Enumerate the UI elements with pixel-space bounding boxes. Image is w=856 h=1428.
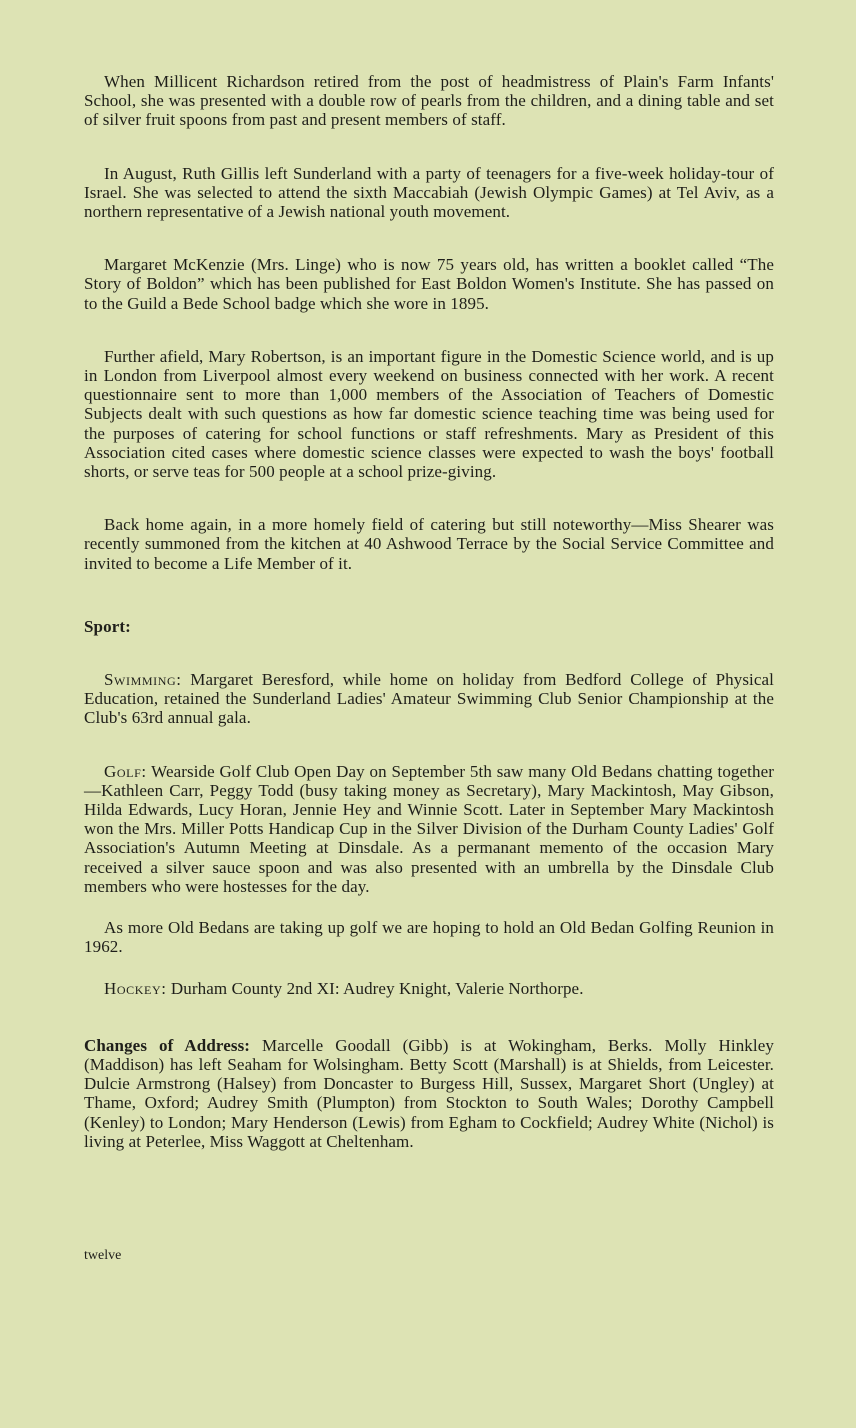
golf-paragraph: [84, 762, 774, 896]
hockey-paragraph: [84, 979, 774, 998]
hockey-label: Hockey:: [104, 978, 167, 998]
changes-text: Marcelle Goodall (Gibb) is at Wokingham, Berks. Molly Hinkley (Maddison) has left Seaham for Wolsingham. Betty Scott (Marshall) is at Shields, from Leicester. Dulcie Armstrong (Halsey) from Doncaster to Burgess Hill, Sussex, Margaret Short (Ungley) at Thame, Oxford; Audrey Smith (Plumpton) from Stockton to South Wales; Dorothy Campbell (Kenley) to London; Mary Henderson (Lewis) from Egham to Cockfield; Audrey White (Nichol) is living at Peterlee, Miss Waggott at Cheltenham.: [84, 1035, 774, 1151]
changes-label: Changes of Address:: [84, 1035, 251, 1055]
paragraph-mckenzie: Margaret McKenzie (Mrs. Linge) who is now 75 years old, has written a booklet called “The Story of Boldon” which has been published for East Boldon Women's Institute. She has passed on to the Guild a Bede School badge which she wore in 1895.: [84, 255, 774, 313]
golf-label: Golf:: [104, 761, 147, 781]
paragraph-robertson: Further afield, Mary Robertson, is an important figure in the Domestic Science world, and is up in London from Liverpool almost every weekend on business connected with her work. A recent questionnaire sent to more than 1,000 members of the Association of Teachers of Domestic Subjects dealt with such questions as how far domestic science teaching time was being used for the purposes of catering for school functions or staff refreshments. Mary as President of this Association cited cases where domestic science classes were expected to wash the boys' football shorts, or serve teas for 500 people at a school prize-giving.: [84, 346, 774, 482]
swimming-paragraph: [84, 670, 774, 728]
paragraph-shearer: Back home again, in a more homely field of catering but still noteworthy—Miss Shearer was recently summoned from the kitchen at 40 Ashwood Terrace by the Social Service Committee and invited to become a Life Member of it.: [84, 515, 774, 573]
changes-of-address-paragraph: [84, 1036, 774, 1151]
hockey-text: Durham County 2nd XI: Audrey Knight, Valerie Northorpe.: [170, 978, 584, 998]
paragraph-richardson: When Millicent Richardson retired from the post of headmistress of Plain's Farm Infants' School, she was presented with a double row of pearls from the children, and a dining table and set of silver fruit spoons from past and present members of staff.: [84, 72, 774, 130]
paragraph-gillis: In August, Ruth Gillis left Sunderland with a party of teenagers for a five-week holiday-tour of Israel. She was selected to attend the sixth Maccabiah (Jewish Olympic Games) at Tel Aviv, as a northern representative of a Jewish national youth movement.: [84, 163, 774, 222]
page-number: twelve: [84, 1248, 122, 1263]
page-content: [84, 72, 774, 1151]
swimming-label: Swimming:: [104, 670, 182, 690]
swimming-text: Margaret Beresford, while home on holiday from Bedford College of Physical Education, retained the Sunderland Ladies' Amateur Swimming Club Senior Championship at the Club's 63rd annual gala.: [84, 670, 774, 728]
sport-heading: Sport:: [84, 616, 131, 636]
golf-reunion-paragraph: As more Old Bedans are taking up golf we are hoping to hold an Old Bedan Golfing Reunion in 1962.: [84, 918, 774, 957]
golf-text: Wearside Golf Club Open Day on September 5th saw many Old Bedans chatting together—Kathleen Carr, Peggy Todd (busy taking money as Secretary), Mary Mackintosh, May Gibson, Hilda Edwards, Lucy Horan, Jennie Hey and Winnie Scott. Later in September Mary Mackintosh won the Mrs. Miller Potts Handicap Cup in the Silver Division of the Durham County Ladies' Golf Association's Autumn Meeting at Dinsdale. As a permanant memento of the occasion Mary received a silver sauce spoon and was also presented with an umbrella by the Dinsdale Club members who were hostesses for the day.: [84, 761, 774, 896]
